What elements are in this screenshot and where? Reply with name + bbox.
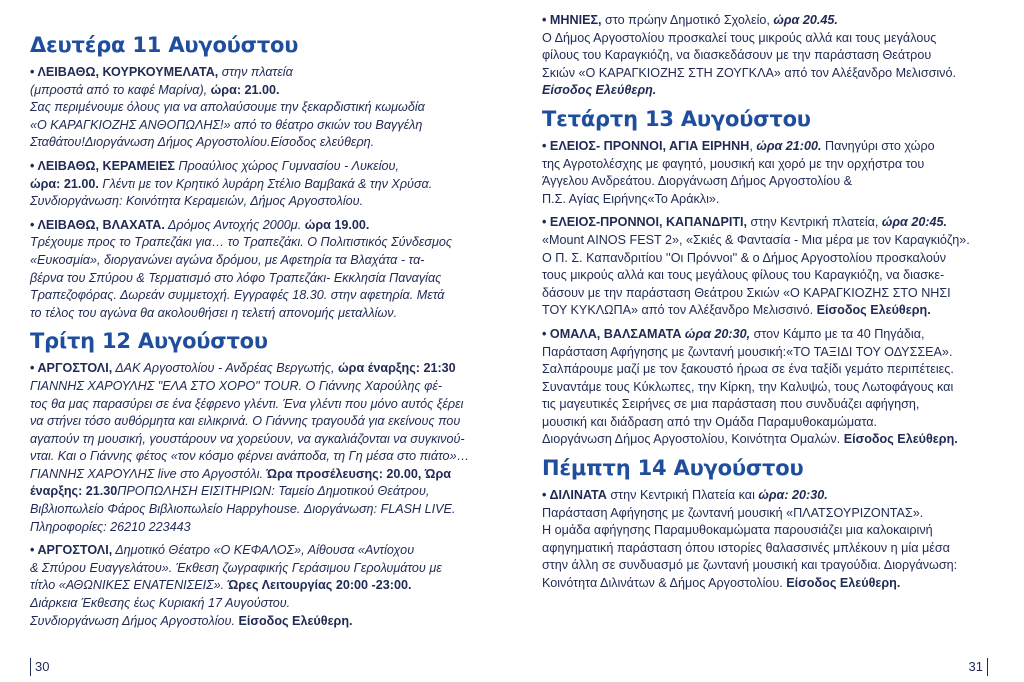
bullet: • bbox=[30, 158, 38, 173]
bullet: • bbox=[542, 215, 550, 230]
page-number-left: 30 bbox=[30, 658, 49, 676]
bullet: • bbox=[30, 361, 38, 376]
free-entry: Είσοδος Ελεύθερη. bbox=[542, 83, 657, 98]
bullet: • bbox=[30, 543, 38, 558]
event-description: Διάρκεια Έκθεσης έως Κυριακή 17 Αυγούστου. Συνδιοργάνωση Δήμος Αργοστολίου. bbox=[30, 596, 291, 628]
bullet: • bbox=[30, 65, 38, 79]
event-minies bbox=[542, 12, 990, 100]
event-description: Ο Γιάννης Χαρούλης φέ- τος θα μας παρασύρει σε ένα ξέφρενο γλέντι. Ένα γλέντι που μόνο αυτός ξέρει να στήνει τόσο αυθόρμητα και ειλικρινά. Ο Γιάννης τραγουδά για εκείνους που αγαπούν τη μουσική, γουστάρουν να χορεύουν, να αγκαλιάζονται να συγκινού- νται. Και ο Γιάννης φέτος «τον κόσμο φέρνει ανάποδα, τη Γη μέσα στο πιάτο»… ΓΙΑΝΝΗΣ ΧΑΡΟΥΛΗΣ live στο Αργοστόλι. bbox=[30, 378, 470, 481]
event-description: Πανηγύρι στο χώρο της Αγροτολέσχης με φαγητό, μουσική και χορό με την ορχήστρα του Άγγελου Ανδρεάτου. Διοργάνωση Δήμος Αργοστολίου & Π.Σ. Αγίας Ειρήνης«Το Αράκλι». bbox=[542, 138, 935, 206]
event-description: Γλέντι με τον Κρητικό λυράρη Στέλιο Βαμβακά & την Χρύσα. Συνδιοργάνωση: Κοινότητα Κεραμειών, Δήμος Αργοστολίου. bbox=[30, 176, 433, 209]
event-tickets: ΠΡΟΠΩΛΗΣΗ ΕΙΣΙΤΗΡΙΩΝ: Ταμείο Δημοτικού Θεάτρου, Βιβλιοπωλείο Φάρος Βιβλιοπωλείο Happyhouse. Διοργάνωση: FLASH LIVE. Πληροφορίες: 26210 223443 bbox=[30, 484, 456, 534]
event-hours: Ώρες Λειτουργίας 20:00 -23:00. bbox=[227, 578, 412, 593]
event-place: ΛΕΙΒΑΘΩ, ΚΟΥΡΚΟΥΜΕΛΑΤΑ, bbox=[37, 65, 219, 79]
event-place: ΑΡΓΟΣΤΟΛΙ, bbox=[37, 543, 113, 558]
event-charoulis bbox=[30, 360, 494, 536]
event-description: Παράσταση Αφήγησης με ζωντανή μουσική «ΠΛΑΤΣΟΥΡΙΖΟΝΤΑΣ». Η ομάδα αφήγησης Παραμυθοκαμώματα παρουσιάζει μια καλοκαιρινή αφηγηματική παράσταση όπου ιστορίες θαλασσινές μπλέκουν η μία μέσα στην άλλη σε συνδυασμό με ζωντανή μουσική και τραγούδια. Διοργάνωση: Κοινότητα Διλινάτων & Δήμος Αργοστολίου. bbox=[542, 505, 958, 591]
event-omala bbox=[542, 326, 990, 449]
event-description: Τρέχουμε προς το Τραπεζάκι για… το Τραπεζάκι. Ο Πολιτιστικός Σύνδεσμος «Ευκοσμία», διοργανώνει αγώνα δρόμου, με Αφετηρία τα Βλαχάτα - τα- βέρνα του Σπύρου & Τερματισμό στο λόφο Τραπεζάκι- Εκκλησία Παναγίας Τραπεζοφόρας. Δωρεάν συμμετοχή. Εγγραφές 18.30. στην αφετηρία. Μετά το τέλος του αγώνα θα ακολουθήσει η τελετή απονομής μεταλλίων. bbox=[30, 235, 452, 320]
event-time: ώρα 20:30, bbox=[681, 326, 751, 341]
event-description: Ο Δήμος Αργοστολίου προσκαλεί τους μικρούς αλλά και τους μεγάλους φίλους του Καραγκιόζη, να διασκεδάσουν με την παράσταση Θεάτρου Σκιών «Ο ΚΑΡΑΓΚΙΟΖΗΣ ΣΤΗ ΖΟΥΓΚΛΑ» από τον Αλέξανδρο Μελισσινό. bbox=[542, 30, 956, 80]
event-location: ΔΑΚ Αργοστολίου - Ανδρέας Βεργωτής, bbox=[112, 361, 339, 376]
event-artist: ΓΙΑΝΝΗΣ ΧΑΡΟΥΛΗΣ "ΕΛΑ ΣΤΟ ΧΟΡΟ" TOUR. bbox=[30, 378, 303, 393]
event-place: ΛΕΙΒΑΘΩ, ΚΕΡΑΜΕΙΕΣ bbox=[37, 158, 175, 173]
bullet: • bbox=[542, 13, 550, 27]
event-description: στον Κάμπο με τα 40 Πηγάδια, Παράσταση Αφήγησης με ζωντανή μουσική:«ΤΟ ΤΑΞΙΔΙ ΤΟΥ ΟΔΥΣΣΕΑ». Σαλπάρουμε μαζί με τον ξακουστό ήρωα σε ένα ταξίδι γεμάτο περιπέτειες. Συναντάμε τους Κύκλωπες, την Κίρκη, την Καλυψώ, τους Λωτοφάγους και τις μαγευτικές Σειρήνες σε μια παράσταση που συνδυάζει αφήγηση, μουσική και διάδραση από την Ομάδα Παραμυθοκαμώματα. Διοργάνωση Δήμος Αργοστολίου, Κοινότητα Ομαλών. bbox=[542, 326, 954, 447]
day-heading-monday: Δευτέρα 11 Αυγούστου bbox=[30, 33, 299, 57]
right-page bbox=[512, 0, 1024, 682]
event-place: ΑΡΓΟΣΤΟΛΙ, bbox=[37, 361, 113, 376]
event-place: ΜΗΝΙΕΣ, bbox=[549, 13, 602, 27]
event-agia-eirini bbox=[542, 138, 990, 208]
event-kerameies bbox=[30, 158, 494, 211]
event-dilinata bbox=[542, 487, 990, 593]
free-entry: Είσοδος Ελεύθερη. bbox=[843, 432, 958, 447]
event-time: ώρα 20.45. bbox=[773, 13, 838, 27]
event-location: Δημοτικό Θέατρο «Ο ΚΕΦΑΛΟΣ», Αίθουσα «Αντίοχου & Σπύρου Ευαγγελάτου». Έκθεση ζωγραφικής Γεράσιμου Γερολυμάτου με τίτλο «ΑΘΩΝΙΚΕΣ ΕΝΑΤΕΝΙΣΕΙΣ». bbox=[30, 543, 442, 593]
event-place: ΕΛΕΙΟΣ- ΠΡΟΝΝΟΙ, ΑΓΙΑ ΕΙΡΗΝΗ bbox=[549, 138, 750, 153]
free-entry: Είσοδος Ελεύθερη. bbox=[786, 576, 901, 591]
event-place: ΕΛΕΙΟΣ-ΠΡΟΝΝΟΙ, ΚΑΠΑΝΔΡΙΤΙ, bbox=[549, 215, 748, 230]
event-place: ΛΕΙΒΑΘΩ, ΒΛΑΧΑΤΑ. bbox=[37, 217, 165, 232]
event-time: ώρα έναρξης: 21:30 bbox=[338, 361, 456, 376]
event-time: ώρα: 20:30. bbox=[758, 488, 828, 503]
event-time: ώρα 19.00. bbox=[304, 217, 370, 232]
day-heading-wednesday: Τετάρτη 13 Αυγούστου bbox=[542, 106, 811, 131]
event-doors: Ώρα προσέλευσης: 20.00, Ώρα έναρξης: 21.30 bbox=[30, 466, 451, 499]
bullet: • bbox=[542, 488, 550, 503]
event-location: στην Κεντρική Πλατεία και bbox=[606, 488, 759, 503]
separator: , bbox=[749, 138, 757, 153]
bullet: • bbox=[542, 138, 550, 153]
event-time: ώρα 20:45. bbox=[881, 215, 948, 230]
free-entry: Είσοδος Ελεύθερη. bbox=[816, 303, 931, 318]
event-location: στην πλατεία bbox=[218, 65, 293, 79]
event-time: ώρα: 21.00. bbox=[210, 82, 280, 97]
event-place: ΔΙΛΙΝΑΤΑ bbox=[549, 488, 607, 503]
bullet: • bbox=[542, 326, 550, 341]
event-description: Σας περιμένουμε όλους για να απολαύσουμε την ξεκαρδιστική κωμωδία «Ο ΚΑΡΑΓΚΙΟΖΗΣ ΑΝΘΟΠΩΛΗΣ!» από το θέατρο σκιών του Βαγγέλη Σταθάτου!Διοργάνωση Δήμος Αργοστολίου.Είσοδος ελεύθερη. bbox=[30, 100, 425, 150]
page-number-right: 31 bbox=[969, 658, 988, 676]
event-kapandriti bbox=[542, 214, 990, 320]
event-location: στην Κεντρική πλατεία, bbox=[747, 215, 882, 230]
event-time: ώρα 21:00. bbox=[756, 138, 822, 153]
event-description: «Mount AINOS FEST 2», «Σκιές & Φαντασία - Μια μέρα με τον Καραγκιόζη». Ο Π. Σ. Καπανδριτίου ''Οι Πρόννοι'' & ο Δήμος Αργοστολίου προσκαλούν τους μικρούς αλλά και τους μεγάλους φίλους του Καραγκιόζη, να διασκε- δάσουν με την παράσταση Θεάτρου Σκιών «Ο ΚΑΡΑΓΚΙΟΖΗΣ ΣΤΟ ΝΗΣΙ ΤΟΥ ΚΥΚΛΩΠΑ» από τον Αλέξανδρο Μελισσινό. bbox=[542, 232, 970, 318]
event-location: στο πρώην Δημοτικό Σχολείο, bbox=[601, 13, 774, 27]
event-location: Δρόμος Αντοχής 2000μ. bbox=[164, 217, 305, 232]
event-exhibition bbox=[30, 542, 494, 630]
event-time: ώρα: 21.00. bbox=[30, 176, 99, 191]
day-heading-tuesday: Τρίτη 12 Αυγούστου bbox=[30, 329, 268, 354]
bullet: • bbox=[30, 217, 38, 232]
event-location: (μπροστά από το καφέ Μαρίνα), bbox=[30, 82, 211, 97]
event-kourkoumelata bbox=[30, 64, 494, 152]
day-heading-thursday: Πέμπτη 14 Αυγούστου bbox=[542, 456, 804, 481]
event-location: Προαύλιος χώρος Γυμνασίου - Λυκείου, bbox=[174, 158, 399, 173]
event-place: ΟΜΑΛΑ, ΒΑΛΣΑΜΑΤΑ bbox=[549, 326, 682, 341]
event-vlachata bbox=[30, 217, 494, 323]
free-entry: Είσοδος Ελεύθερη. bbox=[238, 613, 353, 628]
